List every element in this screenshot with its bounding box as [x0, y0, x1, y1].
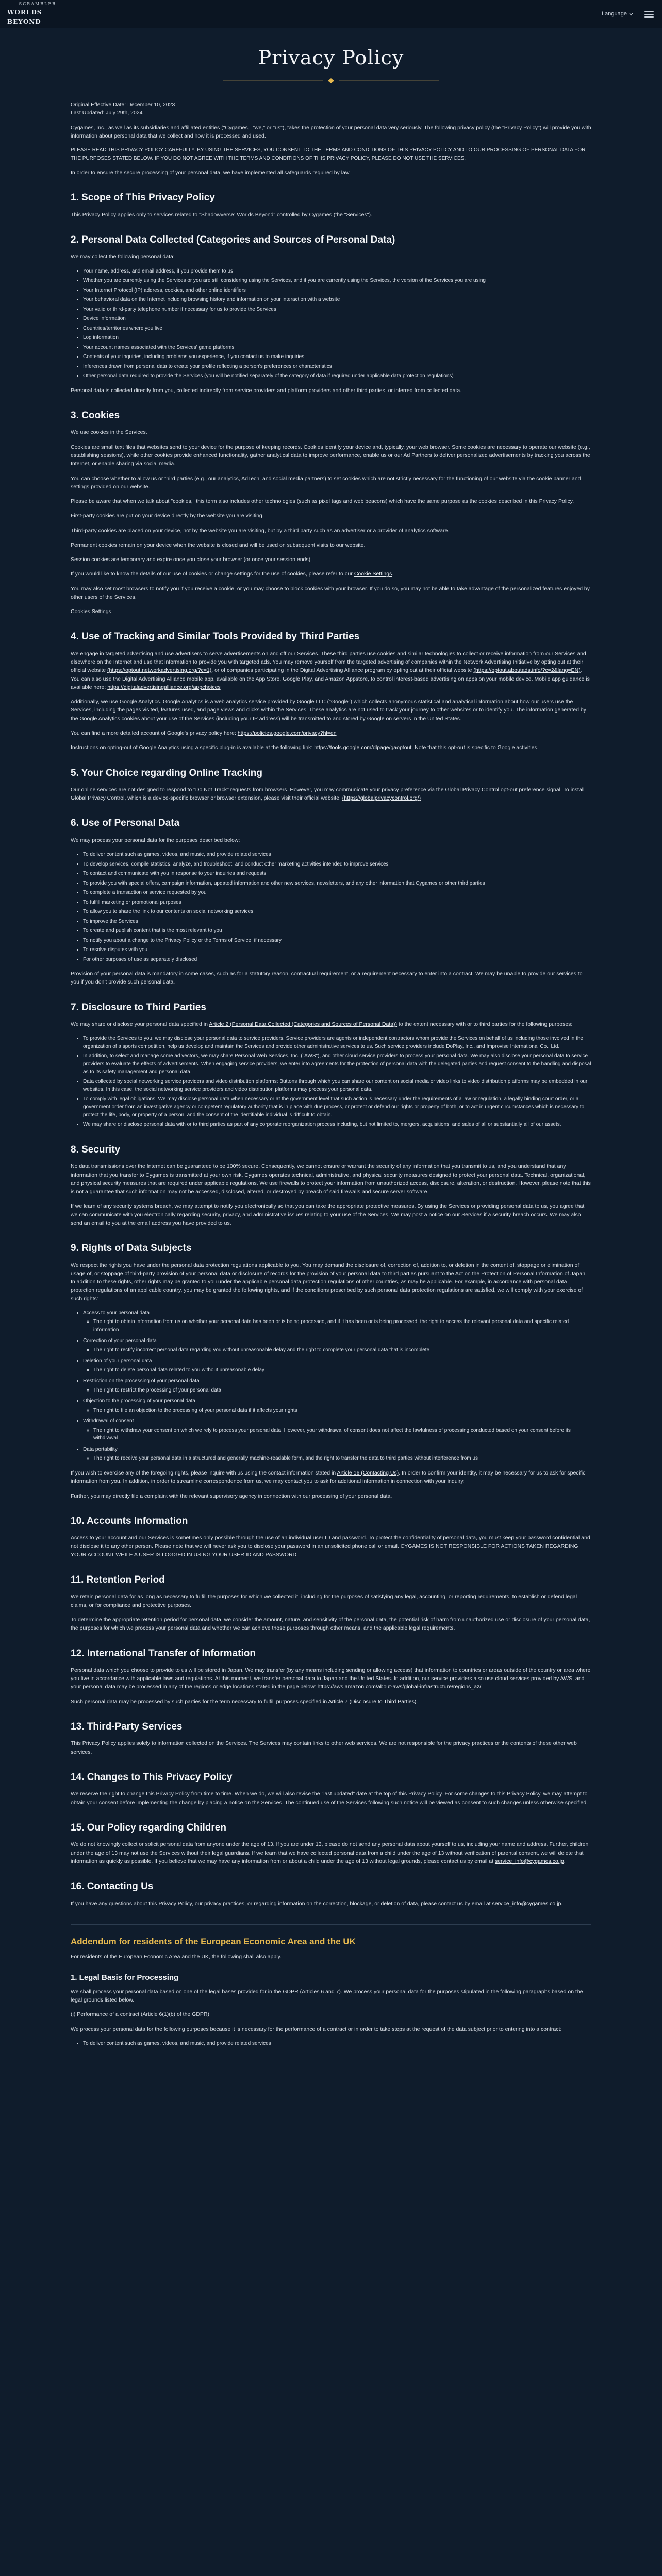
list-item: • Contents of your inquiries, including problems you experience, if you contact us to make inquiries [83, 353, 591, 361]
addendum-purposes-list [71, 2040, 591, 2048]
list-item: • To complete a transaction or service requested by you [83, 889, 591, 897]
list-item: • To resolve disputes with you [83, 946, 591, 954]
section-paragraph: Permanent cookies remain on your device when the website is closed and will be used on subsequent visits to our website. [71, 541, 366, 548]
chevron-down-icon [629, 13, 633, 16]
section-heading: 7. Disclosure to Third Parties [71, 1002, 206, 1013]
daa-optout-link[interactable]: (https://optout.aboutads.info/?c=2&lang=EN) [473, 667, 581, 674]
disclosure-text: We may share or disclose your personal data specified in [71, 1021, 208, 1028]
page-hero [0, 28, 662, 90]
list-item: • Whether you are currently using the Services or you are still considering using the Services, and if you are currently using the Services, the version of the Services you are using [83, 277, 591, 285]
list-item: • Data collected by social networking service providers and video distribution platforms: Buttons through which you can share our content on social media or video links to video distribution platforms may be embedded in our websites. In this case, the social networking service providers and video distribution platforms may process your personal data. [83, 1078, 591, 1094]
section-paragraph: If you have any questions about this Privacy Policy, our privacy practices, or regarding information on the correction, blockage, or deletion of data, please contact us by email at service_info@cygames.co.jp. [71, 1900, 563, 1907]
list-item: • To create and publish content that is the most relevant to you [83, 927, 591, 935]
section-heading: 15. Our Policy regarding Children [71, 1822, 226, 1833]
section-heading: 2. Personal Data Collected (Categories and Sources of Personal Data) [71, 234, 395, 246]
list-item: ◦ The right to obtain information from us on whether your personal data has been or is being processed, and if it has been or is being processed, the right to access the relevant personal data and specific related information [93, 1318, 591, 1334]
list-item: ◦ The right to receive your personal data in a structured and generally machine-readable form, and the right to transfer the data to third parties without interference from us [93, 1454, 591, 1463]
section-paragraph [71, 1666, 591, 1691]
section-paragraph: (i) Performance of a contract (Article 6(1)(b) of the GDPR) [71, 2011, 209, 2018]
list-item: • To deliver content such as games, videos, and music, and provide related services [83, 2040, 591, 2048]
intro-consent-paragraph: PLEASE READ THIS PRIVACY POLICY CAREFULLY. BY USING THE SERVICES, YOU CONSENT TO THE TERMS AND CONDITIONS OF THIS PRIVACY POLICY AND TO OUR PROCESSING OF PERSONAL DATA FOR THE PURPOSES STATED BELOW. IF YOU DO NOT AGREE WITH THE TERMS AND CONDITIONS OF THIS PRIVACY POLICY, PLEASE DO NOT USE THE SERVICES. [71, 147, 586, 161]
section-paragraph: We use cookies in the Services. [71, 429, 147, 436]
section-heading: 9. Rights of Data Subjects [71, 1243, 192, 1254]
list-item [83, 1337, 591, 1354]
section-paragraph: To determine the appropriate retention period for personal data, we consider the amount, nature, and sensitivity of the personal data, the potential risk of harm from unauthorized use or disclosure of your personal data, the purposes for which we process your personal data and whether we can achieve those purposes through other means, and the applicable legal requirements. [71, 1616, 590, 1632]
intro-paragraph: Cygames, Inc., as well as its subsidiaries and affiliated entities ("Cygames," "we," or "us"), takes the protection of your personal data very seriously. The following privacy policy (the "Privacy Policy") will provide you with information about personal data that we collect and how it is processed and used. [71, 124, 591, 139]
list-item: • Your name, address, and email address, if you provide them to us [83, 267, 591, 276]
section-heading: 14. Changes to This Privacy Policy [71, 1771, 233, 1783]
section-paragraph: You may also set most browsers to notify you if you receive a cookie, or you may choose to block cookies with your browser. If you do so, you may not be able to take advantage of the personalized features enjoyed by other users of the Services. [71, 585, 590, 600]
nai-optout-link[interactable]: (https://optout.networkadvertising.org/?c=1) [107, 667, 212, 674]
section-paragraph [71, 607, 591, 616]
game-logo[interactable] [7, 4, 68, 24]
section-paragraph [71, 1469, 591, 1486]
section-paragraph: This Privacy Policy applies only to services related to "Shadowverse: Worlds Beyond" controlled by Cygames (the "Services"). [71, 211, 372, 218]
addendum-title: Addendum for residents of the European Economic Area and the UK [71, 1936, 356, 1946]
list-item: ◦ The right to delete personal data related to you without unreasonable delay [93, 1366, 591, 1375]
section-paragraph [71, 1020, 591, 1028]
section-heading: 11. Retention Period [71, 1574, 165, 1586]
contact-email-link[interactable]: service_info@cygames.co.jp [492, 1900, 561, 1907]
list-item: • Device information [83, 315, 591, 323]
section-paragraph: This Privacy Policy applies solely to information collected on the Services. The Services may contain links to other web services. We are not responsible for the privacy practices or the contents of these other web services. [71, 1740, 577, 1755]
section-heading: 5. Your Choice regarding Online Tracking [71, 767, 262, 778]
gpc-link[interactable]: (https://globalprivacycontrol.org/) [342, 795, 421, 802]
section-paragraph: We may process your personal data for the purposes described below: [71, 837, 240, 843]
section-paragraph [71, 743, 591, 752]
right-name: Data portability [83, 1446, 118, 1452]
list-item: • Your behavioral data on the Internet including browsing history and information on your interaction with a website [83, 296, 591, 304]
list-item: • Log information [83, 334, 591, 342]
section-heading: 13. Third-Party Services [71, 1721, 183, 1733]
right-name: Deletion of your personal data [83, 1358, 152, 1364]
page-title: Privacy Policy [258, 46, 404, 69]
appchoices-link[interactable]: https://digitaladvertisingalliance.org/appchoices [107, 684, 221, 690]
section-paragraph: You can choose whether to allow us or third parties (e.g., our analytics, AdTech, and social media partners) to set cookies which are not strictly necessary for the functioning of our website via the cookie banner and settings provided on our website. [71, 475, 581, 490]
transfer-text: Personal data which you choose to provide to us will be stored in Japan. We may transfer (by any means including sending or allowing access) that information to countries or areas outside of the country or area where you live in accordance with applicable laws and regulations. At this moment, we transfer personal data to Japan and the United States. In addition, our service providers also use cloud services provided by AWS, and your personal data may be processed in any of the regions or edge locations stated in the page below: [71, 1667, 591, 1690]
tracking-text: We engage in targeted advertising and use advertisers to serve advertisements on and off our Services. These third parties use cookies and similar technologies to collect or receive information from our Services and elsewhere on the Internet and use that information to provide you with targeted ads. You may remove yourself from the targeted advertising of companies within the Network Advertising Initiative by opting out at their official website [71, 650, 586, 674]
list-item: • To notify you about a change to the Privacy Policy or the Terms of Service, if necessary [83, 937, 591, 945]
list-item: • In addition, to select and manage some ad vectors, we may share Personal Web Services, Inc. ("AWS"), and other cloud service providers to process your personal data. We may also disclose your personal data to service providers to evaluate the effects of advertisements. When engaging service providers, we enter into agreements for the protection of personal data with the delegated parties and request consent to the handling and disposal as to its safety management and personal data. [83, 1052, 591, 1076]
cookie-settings-link[interactable]: Cookie Settings [354, 571, 392, 578]
list-item: • To develop services, compile statistics, analyze, and troubleshoot, and conduct other marketing activities intended to improve services [83, 860, 591, 869]
section-paragraph: Third-party cookies are placed on your device, not by the website you are visiting, but by a third party such as an advertiser or a provider of analytics software. [71, 527, 450, 534]
list-item [83, 1417, 591, 1443]
section-heading: 4. Use of Tracking and Similar Tools Provided by Third Parties [71, 631, 360, 642]
rights-contact-end: . In order to confirm your identity, it may be necessary for us to ask for specific information from you. In addition, in order to streamline correspondence from us, we may contact you to ask for additional information in connection with your inquiry. [71, 1469, 586, 1485]
section-heading: 10. Accounts Information [71, 1515, 188, 1527]
contact-text: If you have any questions about this Privacy Policy, our privacy practices, or regarding information on the correction, blockage, or deletion of data, please contact us by email at [71, 1900, 491, 1907]
article-2-link[interactable]: Article 2 (Personal Data Collected (Categories and Sources of Personal Data)) [209, 1021, 398, 1028]
section-paragraph: Session cookies are temporary and expire once you close your browser (or once your session ends). [71, 556, 312, 563]
section-paragraph: Further, you may directly file a complaint with the relevant supervisory agency in connection with our processing of your personal data. [71, 1493, 392, 1499]
list-item [83, 1357, 591, 1374]
right-name: Access to your personal data [83, 1310, 150, 1316]
right-name: Withdrawal of consent [83, 1418, 134, 1425]
section-paragraph: We respect the rights you have under the personal data protection regulations applicable to you. You may demand the disclosure of, correction of, addition to, or deletion in the content of, stoppage or elimination of usage of, or stoppage of third-party provision of your personal data or disclosure of records for the provision of your personal data to third parties pursuant to the Act on the Protection of Personal Information of Japan. In addition to these rights, other rights may be granted to you under the applicable personal data protection regulations of other countries, as may be applicable. For example, in accordance with personal data protection regulations of an applicable country, you may be granted the following rights, and if the conditions prescribed by such personal data protection regulations are satisfied, we will comply with your exercise of such rights: [71, 1262, 587, 1302]
section-paragraph: First-party cookies are put on your device directly by the website you are visiting. [71, 513, 264, 519]
list-item: • To improve the Services [83, 918, 591, 926]
list-item: • Countries/territories where you live [83, 325, 591, 333]
google-policy-text: You can find a more detailed account of Google's privacy policy here: [71, 730, 236, 736]
transfer-term-end: . [416, 1698, 418, 1705]
ga-optout-end: . Note that this opt-out is specific to Google activities. [411, 744, 539, 751]
children-text: We do not knowingly collect or solicit personal data from anyone under the age of 13. If you are under 13, please do not send any personal data about yourself to us, including your name and address. Further, children under the age of 13 may not use the Services without their legal guardians. If we learn that we have collected personal data from a child under the age of 13 without verification of parental consent, we will delete that information as quickly as possible. If you believe that we may have any information from or about a child under the age of 13 without legal grounds, please contact us by email at [71, 1841, 589, 1865]
title-ornament-icon [223, 78, 439, 83]
list-item: • Your Internet Protocol (IP) address, cookies, and other online identifiers [83, 286, 591, 295]
section-paragraph: We may collect the following personal data: [71, 253, 175, 260]
collected-data-list [71, 267, 591, 380]
tracking-text-mid: , or of companies participating in the Digital Advertising Alliance program by opting out at their official website [211, 667, 472, 674]
rights-contact-text: If you wish to exercise any of the foregoing rights, please inquire with us using the contact information stated in [71, 1469, 336, 1476]
list-item: • To provide the Services to you: we may disclose your personal data to service providers. Service providers are agents or independent contractors whom provide the Services on behalf of us including those involved in the organization of a sports competition, help us develop and maintain the Services and provide other administrative services to us. Such service providers include DoPlay, Inc., and Improvise International Co., Ltd. [83, 1035, 591, 1050]
list-item: • To comply with legal obligations: We may disclose personal data when necessary or at the government level that such action is necessary under the requirements of a law or regulation, a legally binding court order, or a government order from an investigative agency or competent regulatory authority that is in place with due process, or protect or defend our rights or property of both, or to act in urgent circumstances which is necessary to protect the life, body, or property of a person, and the consent of the identifiable individual is difficult to obtain. [83, 1095, 591, 1120]
tracking-text-end: . You can also use the Digital Advertising Alliance mobile app, available on the App Store, Google Play, and Amazon Appstore, to control interest-based advertising on apps on your mobile device. Mobile app guidance is available here: [71, 667, 590, 690]
hamburger-menu-icon[interactable] [644, 11, 654, 18]
section-heading: 1. Scope of This Privacy Policy [71, 192, 215, 204]
section-heading: 12. International Transfer of Information [71, 1648, 256, 1659]
list-item: • To deliver content such as games, videos, and music, and provide related services [83, 851, 591, 859]
section-paragraph: We reserve the right to change this Privacy Policy from time to time. When we do, we will also revise the "last updated" date at the top of this Privacy Policy. For some changes to this Privacy Policy, we may attempt to obtain your consent before implementing the change by placing a notice on the Services. The continued use of the Services following such notice will be viewed as consent to such changes unless otherwise specified. [71, 1791, 588, 1806]
section-paragraph: If we learn of any security systems breach, we may attempt to notify you electronically so that you can take the appropriate protective measures. By using the Services or providing personal data to us, you agree that we can communicate with you electronically regarding security, privacy, and administrative issues relating to your use of the Services. We may post a notice on our Services if a security breach occurs. We may also send an email to you at the email address you have provided to us. [71, 1203, 585, 1226]
list-item: ◦ The right to file an objection to the processing of your personal data if it affects your rights [93, 1406, 591, 1415]
section-paragraph [71, 650, 591, 691]
section-heading: 16. Contacting Us [71, 1881, 154, 1892]
list-item [83, 1397, 591, 1414]
section-paragraph: Access to your account and our Services is sometimes only possible through the use of an individual user ID and password. To protect the confidentiality of personal data, you must keep your password confidential and not disclose it to any other person. Please note that we will never ask you to disclose your password in an unsolicited phone call or email. CYGAMES IS NOT RESPONSIBLE FOR ACTIONS TAKEN REGARDING YOUR ACCOUNT WHILE A USER IS LOGGED IN USING YOUR USER ID AND PASSWORD. [71, 1535, 590, 1558]
section-paragraph: Personal data is collected directly from you, collected indirectly from service providers and platform providers and other third parties, or inferred from collected data. [71, 387, 462, 394]
cookies-settings-button[interactable]: Cookies Settings [71, 608, 111, 615]
section-paragraph: We shall process your personal data based on one of the legal bases provided for in the GDPR (Articles 6 and 7). We process your personal data for the purposes stipulated in the following paragraphs based on the legal grounds listed below. [71, 1988, 583, 2004]
aws-regions-link[interactable]: https://aws.amazon.com/about-aws/global-infrastructure/regions_az/ [317, 1684, 482, 1690]
section-paragraph: Cookies are small text files that websites send to your device for the purpose of keeping records. Cookies identify your device and, typically, your web browser. Some cookies are necessary to operate our website (e.g., establishing sessions), while other cookies provide enhanced functionality, gather analytical data to improve performance, enable us or our Ad Partners to deliver personalized advertisements by tracking you across the Internet, or enable sharing via social media. [71, 444, 590, 467]
section-paragraph: Provision of your personal data is mandatory in some cases, such as for a statutory reason, contractual requirement, or a requirement necessary to enter into a contract. We may be unable to provide our services to you if you don't provide such personal data. [71, 971, 583, 986]
list-item: • To allow you to share the link to our contents on social networking services [83, 908, 591, 916]
policy-dates [71, 100, 591, 117]
addendum-heading: 1. Legal Basis for Processing [71, 1973, 179, 1982]
right-name: Correction of your personal data [83, 1338, 157, 1344]
list-item [83, 1309, 591, 1334]
disclosure-list [71, 1035, 591, 1129]
list-item: • For other purposes of use as separately disclosed [83, 956, 591, 964]
data-subject-rights-list [71, 1309, 591, 1463]
list-item: ◦ The right to withdraw your consent on which we rely to process your personal data. However, your withdrawal of consent does not affect the lawfulness of processing conducted based on your consent before its withdrawal [93, 1427, 591, 1443]
section-paragraph: Please be aware that when we talk about "cookies," this term also includes other technologies (such as pixel tags and web beacons) which have the same purpose as the cookies described in this Privacy Policy. [71, 498, 574, 505]
policy-content [71, 90, 591, 2047]
section-paragraph: We do not knowingly collect or solicit personal data from anyone under the age of 13. If you are under 13, please do not send any personal data about yourself to us, including your name and address. Further, children under the age of 13 may not use the Services without their legal guardians. If we learn that we have collected personal data from a child under the age of 13 without verification of parental consent, we will delete that information as quickly as possible. If you believe that we may have any information from or about a child under the age of 13 without legal grounds, please contact us by email at service_info@cygames.co.jp. [71, 1841, 589, 1865]
list-item: • Other personal data required to provide the Services (you will be notified separately of the category of data if required under applicable data protection regulations) [83, 372, 591, 380]
list-item: • To fulfill marketing or promotional purposes [83, 899, 591, 907]
list-item: ◦ The right to restrict the processing of your personal data [93, 1386, 591, 1395]
right-name: Restriction on the processing of your personal data [83, 1378, 200, 1384]
section-heading: 8. Security [71, 1144, 121, 1155]
logo-line2: WORLDS BEYOND [7, 8, 42, 26]
right-name: Objection to the processing of your personal data [83, 1398, 195, 1404]
list-item: • Your valid or third-party telephone number if necessary for us to provide the Services [83, 306, 591, 314]
cookie-settings-text: If you would like to know the details of our use of cookies or change settings for the use of cookies, please refer to our [71, 571, 354, 578]
list-item: • To provide you with special offers, campaign information, updated information and other new services, newsletters, and any other information that Cygames or other third parties [83, 879, 591, 888]
section-paragraph: We process your personal data for the following purposes because it is necessary for the performance of a contract or in order to take steps at the request of the data subject prior to entering into a contract: [71, 2026, 562, 2032]
section-heading: 3. Cookies [71, 410, 120, 421]
list-item [83, 1377, 591, 1394]
list-item: • Inferences drawn from personal data to create your profile reflecting a person's preferences or characteristics [83, 363, 591, 371]
top-navigation-bar [0, 0, 662, 28]
section-heading: 6. Use of Personal Data [71, 818, 180, 829]
contact-email-link[interactable]: service_info@cygames.co.jp [494, 1858, 564, 1865]
list-item: ◦ The right to rectify incorrect personal data regarding you without unreasonable delay and the right to complete your personal data that is incomplete [93, 1346, 591, 1354]
list-item: • To contact and communicate with you in response to your inquiries and requests [83, 870, 591, 878]
section-paragraph: We retain personal data for as long as necessary to fulfill the purposes for which we collected it, including for the purposes of satisfying any legal, accounting, or reporting requirements, to establish or defend legal claims, or for compliance and protective purposes. [71, 1594, 577, 1608]
logo-line1: SCRAMBLER [19, 2, 57, 7]
effective-date: Original Effective Date: December 10, 2023 [71, 101, 175, 108]
section-paragraph: No data transmissions over the Internet can be guaranteed to be 100% secure. Consequently, we cannot ensure or warrant the security of any information that you transmit to us, and you understand that any information that you transfer to Cygames is transmitted at your own risk. Cygames operates technical, administrative, and physical security measures designed to protect your personal data. Technical, organizational, and physical security measures that are required under applicable regulations. We use firewalls to protect your information from unauthorized access, disclosure, alteration, or destruction. However, please note that this is not a guarantee that such information may not be accessed, disclosed, altered, or destroyed by breach of said firewalls and secure server software. [71, 1163, 591, 1195]
addendum-divider [71, 1924, 591, 1925]
ga-optout-text: Instructions on opting-out of Google Analytics using a specific plug-in is available at the following link: [71, 744, 313, 751]
list-item [83, 1446, 591, 1463]
intro-safeguards-paragraph: In order to ensure the secure processing of your personal data, we have implemented all safeguards required by law. [71, 170, 351, 176]
article-16-link[interactable]: Article 16 (Contacting Us) [337, 1469, 399, 1476]
ga-optout-link[interactable]: https://tools.google.com/dlpage/gaoptout [314, 744, 412, 751]
section-paragraph: For residents of the European Economic Area and the UK, the following shall also apply. [71, 1954, 282, 1960]
disclosure-text-end: to the extent necessary with or to third parties for the following purposes: [397, 1021, 573, 1028]
section-paragraph [71, 729, 591, 737]
section-paragraph: Additionally, we use Google Analytics. Google Analytics is a web analytics service provided by Google LLC ("Google") which collects anonymous statistical and analytical information about how our users use the Services, including the pages visited, features used, and page views and clicks within the Services. These analytics are not used to track your journey to other websites or to identify you. The information generated by the Google Analytics cookies about your use of the Services (including your IP address) will be transmitted to and stored by Google on servers in the United States. [71, 699, 586, 722]
section-paragraph: If you would like to know the details of our use of cookies or change settings for the use of cookies, please refer to our Cookie Settings. [71, 571, 394, 578]
use-purposes-list [71, 851, 591, 963]
last-updated-date: Last Updated: July 29th, 2024 [71, 110, 143, 116]
gpc-text: Our online services are not designed to respond to "Do Not Track" requests from browsers. However, you may communicate your privacy preference via the Global Privacy Control opt-out preference signal. To install Global Privacy Control, which is a device-specific browser or browser extension, please visit their official website: [71, 786, 585, 802]
list-item: • We may share or disclose personal data with or to third parties as part of any corporate reorganization process including, but not limited to, mergers, acquisitions, and sales of all or substantially all of our assets. [83, 1121, 591, 1129]
list-item: • Your account names associated with the Services' game platforms [83, 344, 591, 352]
section-paragraph [71, 786, 591, 803]
section-paragraph [71, 1698, 591, 1706]
transfer-term-text: Such personal data may be processed by such parties for the term necessary to fulfill purposes specified in [71, 1698, 327, 1705]
article-7-link[interactable]: Article 7 (Disclosure to Third Parties) [328, 1698, 417, 1705]
language-label: Language [602, 11, 627, 17]
language-selector[interactable] [602, 10, 633, 19]
google-privacy-link[interactable]: https://policies.google.com/privacy?hl=en [237, 730, 337, 736]
